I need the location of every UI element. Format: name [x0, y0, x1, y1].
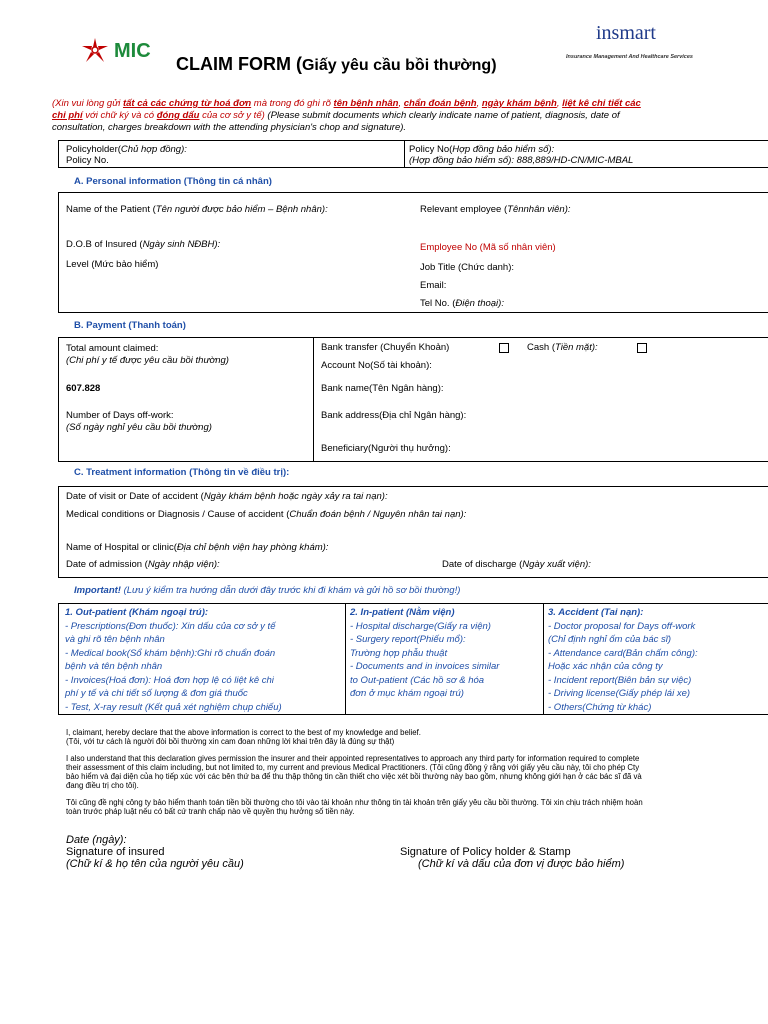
- declaration: I, claimant, hereby declare that the above information is correct to the best of my knowledge and belief. (Tôi, với tư cách là người đòi bồi thường xin cam đoan những lời khai trên đây là đúng sự thật) I also understand that this declaration gives permission the insurer and their appointed representatives to approach any third party for information required to complete their assessment of this claim including, but not limited to, my current and previous Medical Practitioners. (Tôi cũng đồng ý rằng với giấy yêu cầu này, tôi cho phép Cty bảo hiểm và đại diện của họ tiếp xúc với các bên thứ ba để thu thập thông tin cần thiết cho việc xét bồi thường này bao gồm, nhưng không giới hạn ở các bác sĩ đã và đang điều trị cho tôi). Tôi cũng đề nghị công ty bảo hiểm thanh toán tiền bồi thường cho tôi vào tài khoản như thông tin tài khoản trên giấy yêu cầu bồi thường. Tôi xin chịu trách nhiệm hoàn toàn trước pháp luật nếu có bất cứ tranh chấp nào về quyền thụ hưởng số tiền này.: [66, 728, 643, 816]
- section-b-heading: B. Payment (Thanh toán): [74, 320, 186, 331]
- total-claimed-label: Total amount claimed:: [66, 343, 159, 354]
- patient-name-field[interactable]: Name of the Patient (Tên người được bảo hiểm – Bệnh nhân):: [66, 204, 328, 215]
- cash-checkbox[interactable]: [637, 343, 647, 353]
- diagnosis-field[interactable]: Medical conditions or Diagnosis / Cause of accident (Chuẩn đoán bệnh / Nguyên nhân tai nạn):: [66, 509, 467, 520]
- employee-no-field[interactable]: Employee No (Mã số nhân viên): [420, 242, 556, 253]
- personal-info-box: [58, 192, 768, 313]
- cash-label: Cash (Tiền mặt):: [527, 342, 598, 353]
- policyholder-signature-label: Signature of Policy holder & Stamp: [400, 846, 571, 858]
- bank-address-field[interactable]: Bank address(Địa chỉ Ngân hàng):: [321, 410, 467, 421]
- insured-signature-label-vn: (Chữ kí & họ tên của người yêu cầu): [66, 858, 244, 870]
- bank-transfer-label: Bank transfer (Chuyển Khoản): [321, 342, 450, 353]
- important-note: Important! (Lưu ý kiểm tra hướng dẫn dưới đây trước khi đi khám và gửi hồ sơ bồi thường!): [74, 585, 461, 596]
- hospital-field[interactable]: Name of Hospital or clinic(Địa chỉ bệnh viện hay phòng khám):: [66, 542, 329, 553]
- inpatient-column: 2. In-patient (Nằm viện) - Hospital discharge(Giấy ra viện) - Surgery report(Phiếu mổ): Trường hợp phẫu thuật - Documents and in invoices similar to Out-patient (Các hồ sơ & hóa đơn ở mục khám ngoại trú): [350, 607, 500, 699]
- date-field[interactable]: Date (ngày):: [66, 834, 127, 846]
- section-c-heading: C. Treatment information (Thông tin về điều trị):: [74, 467, 290, 478]
- dob-field[interactable]: D.O.B of Insured (Ngày sinh NĐBH):: [66, 239, 221, 250]
- policyholder-label: Policyholder(Chủ hợp đồng):: [66, 144, 187, 155]
- policy-no-value: (Hợp đồng bảo hiểm số): 888,889/HD-CN/MIC-MBAL: [409, 155, 634, 166]
- policy-no-left-label: Policy No.: [66, 155, 109, 166]
- mic-star-icon: [78, 36, 112, 66]
- level-field[interactable]: Level (Mức bảo hiểm): [66, 259, 159, 270]
- visit-date-field[interactable]: Date of visit or Date of accident (Ngày khám bệnh hoặc ngày xảy ra tai nạn):: [66, 491, 388, 502]
- mic-logo-text: MIC: [114, 40, 151, 62]
- form-title: CLAIM FORM (Giấy yêu cầu bồi thường): [176, 54, 497, 74]
- insmart-logo-text: insmart: [596, 22, 656, 44]
- bank-name-field[interactable]: Bank name(Tên Ngân hàng):: [321, 383, 444, 394]
- policy-box: [58, 140, 768, 168]
- tel-field[interactable]: Tel No. (Điện thoại):: [420, 298, 504, 309]
- insmart-logo: [562, 18, 722, 66]
- beneficiary-field[interactable]: Beneficiary(Người thụ hưởng):: [321, 443, 451, 454]
- policyholder-signature-label-vn: (Chữ kí và dấu của đơn vị được bảo hiểm): [418, 858, 625, 870]
- relevant-employee-field[interactable]: Relevant employee (Tênnhân viên):: [420, 204, 571, 215]
- total-claimed-value[interactable]: 607.828: [66, 383, 101, 394]
- guidance-table: [58, 603, 768, 715]
- payment-box: [58, 337, 768, 462]
- admission-date-field[interactable]: Date of admission (Ngày nhập viện):: [66, 559, 220, 570]
- insmart-tagline: Insurance Management And Healthcare Services: [566, 54, 693, 60]
- total-claimed-label-vn: (Chi phí y tế được yêu cầu bồi thường): [66, 355, 229, 366]
- outpatient-column: 1. Out-patient (Khám ngoại trú): - Prescriptions(Đơn thuốc): Xin dấu của cơ sở y tế và ghi rõ tên bệnh nhân - Medical book(Sổ khám bệnh):Ghi rõ chuẩn đoán bệnh và tên bệnh nhân - Invoices(Hoá đơn): Hoá đơn hợp lệ có liệt kê chi phí y tế và chi tiết số lượng & đơn giá thuốc - Test, X-ray result (Kết quả xét nghiệm chụp chiếu): [65, 607, 282, 713]
- section-a-heading: A. Personal information (Thông tin cá nhân): [74, 176, 272, 187]
- accident-column: 3. Accident (Tai nạn): - Doctor proposal for Days off-work (Chỉ định nghỉ ốm của bác sĩ) - Attendance card(Bản chấm công): Hoặc xác nhận của công ty - Incident report(Biên bản sự việc) - Driving license(Giấy phép lái xe) - Others(Chứng từ khác): [548, 607, 698, 713]
- insured-signature-label: Signature of insured: [66, 846, 165, 858]
- discharge-date-field[interactable]: Date of discharge (Ngày xuất viện):: [442, 559, 591, 570]
- days-off-label: Number of Days off-work:: [66, 410, 174, 421]
- job-title-field[interactable]: Job Title (Chức danh):: [420, 262, 515, 273]
- mic-logo: [78, 36, 188, 66]
- days-off-label-vn: (Số ngày nghỉ yêu cầu bồi thường): [66, 422, 212, 433]
- bank-transfer-checkbox[interactable]: [499, 343, 509, 353]
- treatment-box: [58, 486, 768, 578]
- email-field[interactable]: Email:: [420, 280, 447, 291]
- intro-text: (Xin vui lòng gửi tất cả các chứng từ hoá đơn mà trong đó ghi rõ tên bệnh nhân, chẩn đoán bệnh, ngày khám bệnh, liệt kê chi tiết các chi phí với chữ ký và có đóng dấu của cơ sở y tế) (Please submit documents which clearly indicate name of patient, diagnosis, date of consultation, charges breakdown with the attending physician's chop and signature).: [52, 98, 641, 133]
- policy-no-label: Policy No(Hợp đồng bảo hiểm số):: [409, 144, 555, 155]
- account-no-field[interactable]: Account No(Số tài khoản):: [321, 360, 432, 371]
